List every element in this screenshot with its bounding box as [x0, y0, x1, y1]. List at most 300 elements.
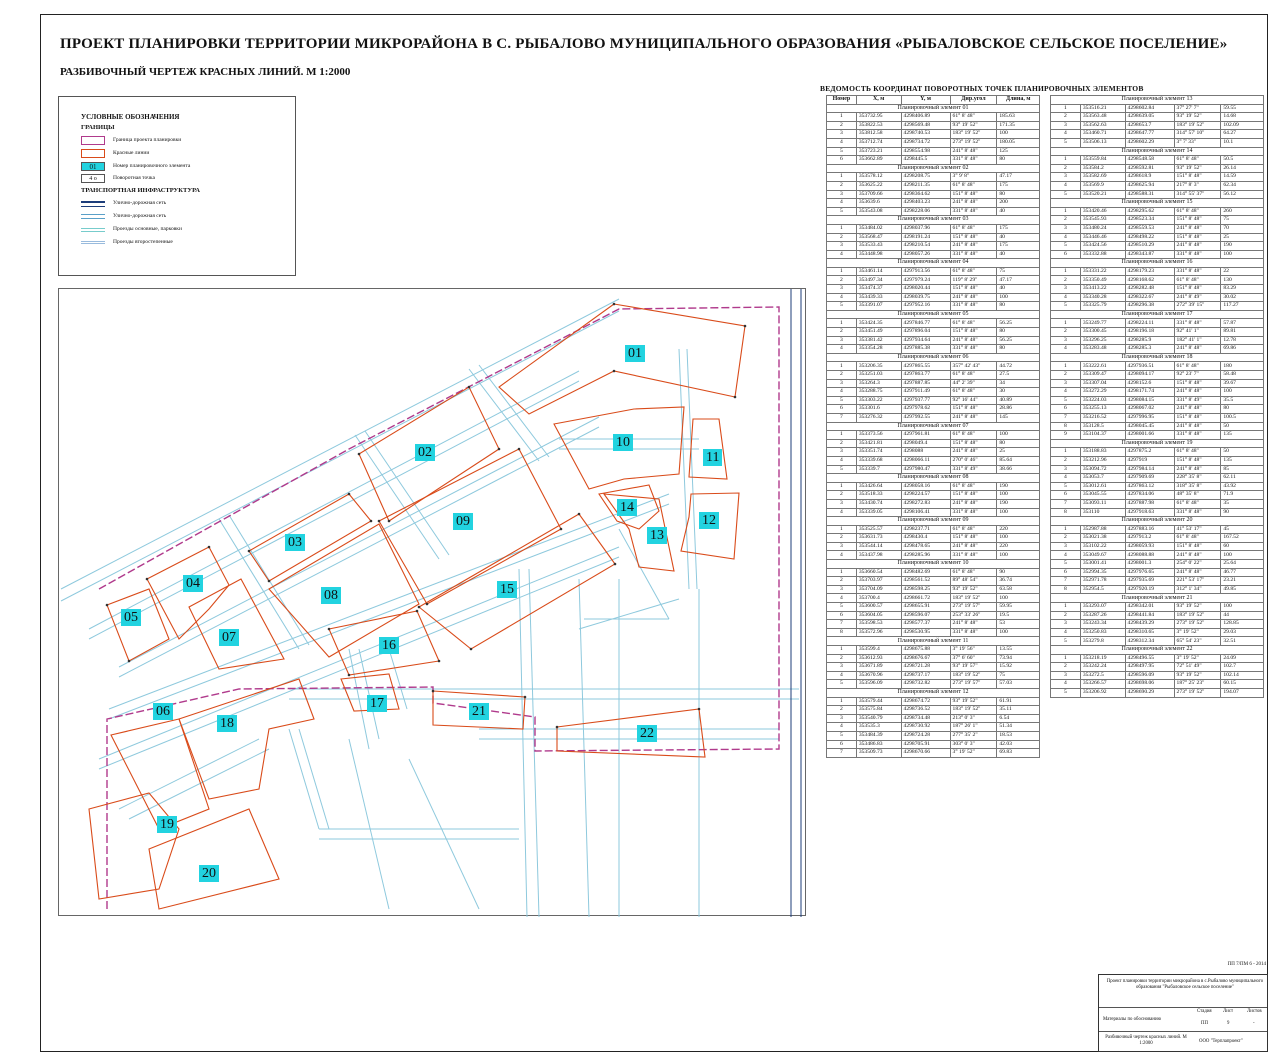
- segment-length: 194.07: [1221, 688, 1264, 697]
- element-group-row: [827, 517, 1040, 526]
- x-coordinate: 353660.54: [856, 568, 901, 577]
- element-label-19: 19: [157, 816, 177, 833]
- point-number: 8: [827, 628, 857, 637]
- segment-length: 85.64: [997, 456, 1040, 465]
- y-coordinate: 4298655.91: [901, 603, 950, 612]
- table-row: [827, 456, 1040, 465]
- point-number: 4: [1051, 345, 1081, 354]
- road-swatch: [81, 214, 105, 219]
- table-row: [827, 147, 1040, 156]
- element-group-row: [1051, 199, 1264, 208]
- y-coordinate: 4297883.16: [1125, 525, 1174, 534]
- column-header: Y, м: [901, 96, 950, 105]
- segment-length: 30: [997, 388, 1040, 397]
- segment-length: 117.27: [1221, 302, 1264, 311]
- point-number: 1: [827, 173, 857, 182]
- table-row: [1051, 620, 1264, 629]
- direction-angle: 151° 8' 48": [950, 233, 997, 242]
- point-number: 8: [1051, 422, 1081, 431]
- element-label-16: 16: [379, 637, 399, 654]
- y-coordinate: 4298561.52: [901, 577, 950, 586]
- element-group-row: [827, 474, 1040, 483]
- y-coordinate: 4298106.41: [901, 508, 950, 517]
- table-row: [827, 362, 1040, 371]
- point-number: 3: [827, 130, 857, 139]
- drawing-code: ПП 7/ПМ 6 - 2014: [1227, 962, 1266, 967]
- y-coordinate: 4298094.17: [1125, 371, 1174, 380]
- table-row: [1051, 542, 1264, 551]
- direction-angle: 273° 19' 57": [950, 680, 997, 689]
- y-coordinate: 4297984.14: [1125, 465, 1174, 474]
- point-number: 1: [1051, 104, 1081, 113]
- segment-length: 130: [1221, 276, 1264, 285]
- y-coordinate: 4298285.96: [901, 551, 950, 560]
- column-header: X, м: [856, 96, 901, 105]
- y-coordinate: 4298482.69: [901, 568, 950, 577]
- point-number: 5: [1051, 396, 1081, 405]
- x-coordinate: 353446.46: [1080, 233, 1125, 242]
- x-coordinate: 353563.48: [1080, 113, 1125, 122]
- table-row: [1051, 224, 1264, 233]
- segment-length: 100: [997, 594, 1040, 603]
- segment-length: 59.55: [1221, 104, 1264, 113]
- point-number: 1: [827, 267, 857, 276]
- x-coordinate: 353569.9: [1080, 181, 1125, 190]
- element-label-11: 11: [703, 449, 722, 466]
- x-coordinate: 353516.21: [1080, 104, 1125, 113]
- direction-angle: 241° 8' 48": [950, 147, 997, 156]
- point-number: 1: [827, 362, 857, 371]
- x-coordinate: 353639.6: [856, 199, 901, 208]
- table-row: [1051, 207, 1264, 216]
- direction-angle: 61° 8' 48": [950, 371, 997, 380]
- table-row: [827, 173, 1040, 182]
- table-row: [827, 276, 1040, 285]
- segment-length: 190: [997, 482, 1040, 491]
- element-group-row: [1051, 259, 1264, 268]
- point-number: 1: [1051, 156, 1081, 165]
- table-row: [827, 130, 1040, 139]
- element-group-row: [827, 216, 1040, 225]
- segment-length: 89.81: [1221, 328, 1264, 337]
- direction-angle: 93° 19' 57": [950, 663, 997, 672]
- table-row: [1051, 671, 1264, 680]
- point-number: 1: [1051, 207, 1081, 216]
- direction-angle: 187° 25' 23": [1174, 680, 1221, 689]
- point-number: 4: [827, 456, 857, 465]
- segment-length: 75: [1221, 216, 1264, 225]
- table-row: [1051, 560, 1264, 569]
- direction-angle: 241° 8' 48": [950, 448, 997, 457]
- legend-road-network-main: Улично-дорожная сеть: [81, 199, 281, 209]
- x-coordinate: 353340.28: [1080, 293, 1125, 302]
- red-line-swatch: [81, 149, 105, 158]
- direction-angle: 312° 1' 34": [1174, 585, 1221, 594]
- y-coordinate: 4298439.29: [1125, 620, 1174, 629]
- element-label-07: 07: [219, 629, 239, 646]
- point-number: 3: [1051, 121, 1081, 130]
- y-coordinate: 4298734.48: [901, 714, 950, 723]
- y-coordinate: 4298059.93: [1125, 542, 1174, 551]
- segment-length: 12.78: [1221, 336, 1264, 345]
- table-row: [827, 448, 1040, 457]
- x-coordinate: 353535.3: [856, 723, 901, 732]
- table-row: [827, 250, 1040, 259]
- point-number: 6: [1051, 250, 1081, 259]
- direction-angle: 61° 8' 48": [950, 568, 997, 577]
- point-number: 6: [1051, 405, 1081, 414]
- x-coordinate: 353525.57: [856, 525, 901, 534]
- table-row: [827, 336, 1040, 345]
- direction-angle: 241° 8' 48": [950, 413, 997, 422]
- segment-length: 19.5: [997, 611, 1040, 620]
- point-number: 3: [827, 542, 857, 551]
- point-number: 2: [827, 706, 857, 715]
- direction-angle: 241° 8' 48": [1174, 465, 1221, 474]
- y-coordinate: 4298045.45: [1125, 422, 1174, 431]
- table-row: [1051, 431, 1264, 440]
- point-number: 2: [827, 491, 857, 500]
- segment-length: 61.91: [997, 697, 1040, 706]
- y-coordinate: 4298322.67: [1125, 293, 1174, 302]
- point-number: 1: [1051, 525, 1081, 534]
- title-block: [1098, 974, 1268, 1052]
- stamp-stage: ПП: [1201, 1021, 1208, 1026]
- table-row: [827, 491, 1040, 500]
- y-coordinate: 4298312.34: [1125, 637, 1174, 646]
- point-number: 4: [827, 551, 857, 560]
- segment-length: 100: [1221, 603, 1264, 612]
- x-coordinate: 353293.07: [1080, 603, 1125, 612]
- element-group-row: [827, 104, 1040, 113]
- segment-length: 185.63: [997, 113, 1040, 122]
- direction-angle: 93° 19' 52": [1174, 603, 1221, 612]
- y-coordinate: 4298674.72: [901, 697, 950, 706]
- table-row: [827, 388, 1040, 397]
- direction-angle: 241° 8' 48": [950, 293, 997, 302]
- table-row: [827, 706, 1040, 715]
- point-number: 5: [827, 302, 857, 311]
- direction-angle: 151° 8' 48": [1174, 379, 1221, 388]
- y-coordinate: 4298295.62: [1125, 207, 1174, 216]
- point-number: 7: [827, 749, 857, 758]
- x-coordinate: 353596.09: [856, 680, 901, 689]
- point-number: 3: [827, 190, 857, 199]
- direction-angle: 241° 8' 48": [950, 242, 997, 251]
- point-number: 3: [827, 663, 857, 672]
- x-coordinate: 353216.52: [1080, 413, 1125, 422]
- direction-angle: 61° 8' 48": [1174, 156, 1221, 165]
- x-coordinate: 353288.75: [856, 388, 901, 397]
- y-coordinate: 4297863.12: [1125, 482, 1174, 491]
- segment-length: 180: [1221, 362, 1264, 371]
- direction-angle: 241° 8' 49": [1174, 293, 1221, 302]
- segment-length: 80: [997, 345, 1040, 354]
- y-coordinate: 4298602.84: [1125, 104, 1174, 113]
- direction-angle: 273° 19' 52": [1174, 688, 1221, 697]
- x-coordinate: 353533.43: [856, 242, 901, 251]
- direction-angle: 213° 0' 3": [950, 714, 997, 723]
- point-number: 1: [827, 482, 857, 491]
- direction-angle: 61° 8' 48": [950, 482, 997, 491]
- y-coordinate: 4298088.88: [1125, 551, 1174, 560]
- table-row: [1051, 379, 1264, 388]
- element-group-row: [1051, 517, 1264, 526]
- y-coordinate: 4298675.88: [901, 646, 950, 655]
- direction-angle: 183° 19' 52": [1174, 611, 1221, 620]
- table-row: [1051, 121, 1264, 130]
- point-number: 5: [1051, 482, 1081, 491]
- x-coordinate: 353604.05: [856, 611, 901, 620]
- y-coordinate: 4298737.17: [901, 671, 950, 680]
- x-coordinate: 353497.34: [856, 276, 901, 285]
- legend-road-network: Улично-дорожная сеть: [81, 212, 281, 222]
- y-coordinate: 4297992.55: [901, 413, 950, 422]
- direction-angle: 331° 8' 48": [1174, 431, 1221, 440]
- point-number: 2: [1051, 276, 1081, 285]
- segment-length: 62.11: [1221, 474, 1264, 483]
- x-coordinate: 352954.5: [1080, 585, 1125, 594]
- x-coordinate: 353568.47: [856, 233, 901, 242]
- direction-angle: 93° 19' 52": [1174, 164, 1221, 173]
- y-coordinate: 4298705.91: [901, 740, 950, 749]
- x-coordinate: 353104.37: [1080, 431, 1125, 440]
- point-number: 3: [827, 585, 857, 594]
- segment-length: 100: [997, 431, 1040, 440]
- direction-angle: 221° 53' 17": [1174, 577, 1221, 586]
- segment-length: 24.09: [1221, 654, 1264, 663]
- point-number: 4: [827, 199, 857, 208]
- direction-angle: 151° 8' 48": [1174, 233, 1221, 242]
- element-group-title: Планировочный элемент 13: [1051, 96, 1264, 105]
- table-row: [827, 181, 1040, 190]
- point-number: 4: [1051, 130, 1081, 139]
- page-title: ПРОЕКТ ПЛАНИРОВКИ ТЕРРИТОРИИ МИКРОРАЙОНА В С. РЫБАЛОВО МУНИЦИПАЛЬНОГО ОБРАЗОВАНИЯ «РЫБАЛОВСКОЕ СЕЛЬСКОЕ ПОСЕЛЕНИЕ»: [60, 36, 1228, 52]
- point-number: 3: [827, 499, 857, 508]
- y-coordinate: 4298602.29: [1125, 138, 1174, 147]
- segment-length: 80: [997, 156, 1040, 165]
- segment-length: 69.86: [1221, 345, 1264, 354]
- y-coordinate: 4298067.02: [1125, 405, 1174, 414]
- segment-length: 69.83: [997, 749, 1040, 758]
- direction-angle: 241° 8' 48": [1174, 405, 1221, 414]
- stamp-sheets: -: [1253, 1021, 1255, 1026]
- direction-angle: 3° 19' 52": [1174, 628, 1221, 637]
- x-coordinate: 353303.22: [856, 396, 901, 405]
- y-coordinate: 4298191.24: [901, 233, 950, 242]
- direction-angle: 187° 26' 1": [950, 723, 997, 732]
- table-row: [1051, 164, 1264, 173]
- direction-angle: 72° 51' 49": [1174, 663, 1221, 672]
- x-coordinate: 353625.22: [856, 181, 901, 190]
- element-group-title: Планировочный элемент 06: [827, 353, 1040, 362]
- segment-length: 62.34: [1221, 181, 1264, 190]
- y-coordinate: 4298152.6: [1125, 379, 1174, 388]
- direction-angle: 61° 8' 48": [950, 431, 997, 440]
- segment-length: 100: [997, 628, 1040, 637]
- point-number: 3: [1051, 671, 1081, 680]
- direction-angle: 314° 55' 37": [1174, 190, 1221, 199]
- table-row: [827, 499, 1040, 508]
- drawing-subtitle: РАЗБИВОЧНЫЙ ЧЕРТЕЖ КРАСНЫХ ЛИНИЙ. М 1:2000: [60, 66, 351, 78]
- y-coordinate: 4297920.19: [1125, 585, 1174, 594]
- point-number: 2: [1051, 328, 1081, 337]
- point-number: 4: [1051, 233, 1081, 242]
- segment-length: 15.92: [997, 663, 1040, 672]
- segment-length: 175: [997, 181, 1040, 190]
- table-row: [827, 525, 1040, 534]
- direction-angle: 241° 8' 48": [1174, 388, 1221, 397]
- y-coordinate: 4298343.87: [1125, 250, 1174, 259]
- point-number: 2: [827, 328, 857, 337]
- segment-length: 35.5: [1221, 396, 1264, 405]
- y-coordinate: 4298736.52: [901, 706, 950, 715]
- table-row: [827, 242, 1040, 251]
- element-label-17: 17: [367, 695, 387, 712]
- element-label-14: 14: [617, 499, 637, 516]
- x-coordinate: 353339.7: [856, 465, 901, 474]
- segment-length: 80: [997, 190, 1040, 199]
- table-row: [1051, 680, 1264, 689]
- x-coordinate: 353331.22: [1080, 267, 1125, 276]
- segment-length: 80: [997, 302, 1040, 311]
- direction-angle: 3° 9' 8": [950, 173, 997, 182]
- x-coordinate: 353709.66: [856, 190, 901, 199]
- segment-length: 32.51: [1221, 637, 1264, 646]
- x-coordinate: 353251.03: [856, 371, 901, 380]
- x-coordinate: 353206.35: [856, 362, 901, 371]
- x-coordinate: 353562.63: [1080, 121, 1125, 130]
- direction-angle: 228° 35' 8": [1174, 474, 1221, 483]
- segment-length: 180.05: [997, 138, 1040, 147]
- table-row: [1051, 491, 1264, 500]
- x-coordinate: 353001.41: [1080, 560, 1125, 569]
- stamp-project: Проект планировки территории микрорайона в с.Рыбалово муниципального образования "Рыбаловское сельское поселение": [1106, 979, 1264, 990]
- x-coordinate: 353300.45: [1080, 328, 1125, 337]
- legend: [58, 96, 296, 276]
- segment-length: 102.14: [1221, 671, 1264, 680]
- table-row: [1051, 173, 1264, 182]
- y-coordinate: 4298285.9: [1125, 336, 1174, 345]
- element-group-title: Планировочный элемент 21: [1051, 594, 1264, 603]
- segment-length: 200: [997, 199, 1040, 208]
- direction-angle: 61° 8' 48": [950, 113, 997, 122]
- table-row: [1051, 482, 1264, 491]
- table-row: [1051, 456, 1264, 465]
- y-coordinate: 4297846.77: [901, 319, 950, 328]
- point-number: 2: [1051, 534, 1081, 543]
- direction-angle: 331° 8' 48": [950, 628, 997, 637]
- x-coordinate: 353518.33: [856, 491, 901, 500]
- x-coordinate: 353486.83: [856, 740, 901, 749]
- point-number: 3: [1051, 542, 1081, 551]
- direction-angle: 151° 8' 48": [1174, 216, 1221, 225]
- direction-angle: 93° 19' 52": [1174, 113, 1221, 122]
- point-number: 3: [827, 714, 857, 723]
- direction-angle: 151° 8' 48": [1174, 542, 1221, 551]
- x-coordinate: 353448.98: [856, 250, 901, 259]
- direction-angle: 92° 23' 7": [1174, 371, 1221, 380]
- point-number: 6: [827, 156, 857, 165]
- y-coordinate: 4298057.26: [901, 250, 950, 259]
- x-coordinate: 352971.78: [1080, 577, 1125, 586]
- element-group-row: [827, 310, 1040, 319]
- element-group-title: Планировочный элемент 02: [827, 164, 1040, 173]
- legend-secondary-driveways: Проезды второстепенные: [81, 238, 281, 248]
- y-coordinate: 4297937.77: [901, 396, 950, 405]
- direction-angle: 61° 8' 48": [950, 525, 997, 534]
- table-row: [1051, 663, 1264, 672]
- y-coordinate: 4298732.82: [901, 680, 950, 689]
- y-coordinate: 4298001.3: [1125, 560, 1174, 569]
- y-coordinate: 4298523.34: [1125, 216, 1174, 225]
- table-row: [827, 431, 1040, 440]
- table-row: [827, 345, 1040, 354]
- x-coordinate: 353222.61: [1080, 362, 1125, 371]
- y-coordinate: 4297952.16: [901, 302, 950, 311]
- y-coordinate: 4298208.75: [901, 173, 950, 182]
- y-coordinate: 4297980.47: [901, 465, 950, 474]
- table-row: [827, 224, 1040, 233]
- y-coordinate: 4297936.51: [1125, 362, 1174, 371]
- segment-length: 100: [1221, 388, 1264, 397]
- segment-length: 40.89: [997, 396, 1040, 405]
- point-number: 1: [1051, 603, 1081, 612]
- element-label-02: 02: [415, 444, 435, 461]
- point-number: 4: [827, 388, 857, 397]
- element-group-title: Планировочный элемент 01: [827, 104, 1040, 113]
- element-label-01: 01: [625, 345, 645, 362]
- point-number: 3: [1051, 620, 1081, 629]
- x-coordinate: 353509.73: [856, 749, 901, 758]
- table-row: [1051, 577, 1264, 586]
- direction-angle: 183° 19' 52": [950, 706, 997, 715]
- table-row: [1051, 302, 1264, 311]
- direction-angle: 92° 16' 44": [950, 396, 997, 405]
- table-row: [827, 646, 1040, 655]
- segment-length: 50: [1221, 448, 1264, 457]
- y-coordinate: 4297913.2: [1125, 534, 1174, 543]
- y-coordinate: 4297934.64: [901, 336, 950, 345]
- column-header: Номер: [827, 96, 857, 105]
- y-coordinate: 4298596.09: [1125, 671, 1174, 680]
- stamp-stage-header: Стадия: [1197, 1009, 1212, 1014]
- y-coordinate: 4297887.98: [1125, 499, 1174, 508]
- element-group-title: Планировочный элемент 11: [827, 637, 1040, 646]
- x-coordinate: 353822.53: [856, 121, 901, 130]
- direction-angle: 61° 8' 48": [950, 267, 997, 276]
- turning-point-swatch: 4 о: [81, 174, 105, 183]
- x-coordinate: 353572.96: [856, 628, 901, 637]
- x-coordinate: 353461.14: [856, 267, 901, 276]
- direction-angle: 241° 8' 48": [1174, 224, 1221, 233]
- y-coordinate: 4298296.38: [1125, 302, 1174, 311]
- segment-length: 49.85: [1221, 585, 1264, 594]
- coordinates-table-left: [826, 95, 1040, 758]
- point-number: 4: [1051, 680, 1081, 689]
- direction-angle: 151° 8' 48": [1174, 173, 1221, 182]
- segment-length: 71.9: [1221, 491, 1264, 500]
- point-number: 9: [1051, 431, 1081, 440]
- table-row: [827, 267, 1040, 276]
- element-group-title: Планировочный элемент 08: [827, 474, 1040, 483]
- y-coordinate: 4297834.06: [1125, 491, 1174, 500]
- x-coordinate: 353662.89: [856, 156, 901, 165]
- table-row: [1051, 319, 1264, 328]
- segment-length: 175: [997, 224, 1040, 233]
- point-number: 1: [1051, 654, 1081, 663]
- table-header-row: [827, 96, 1040, 105]
